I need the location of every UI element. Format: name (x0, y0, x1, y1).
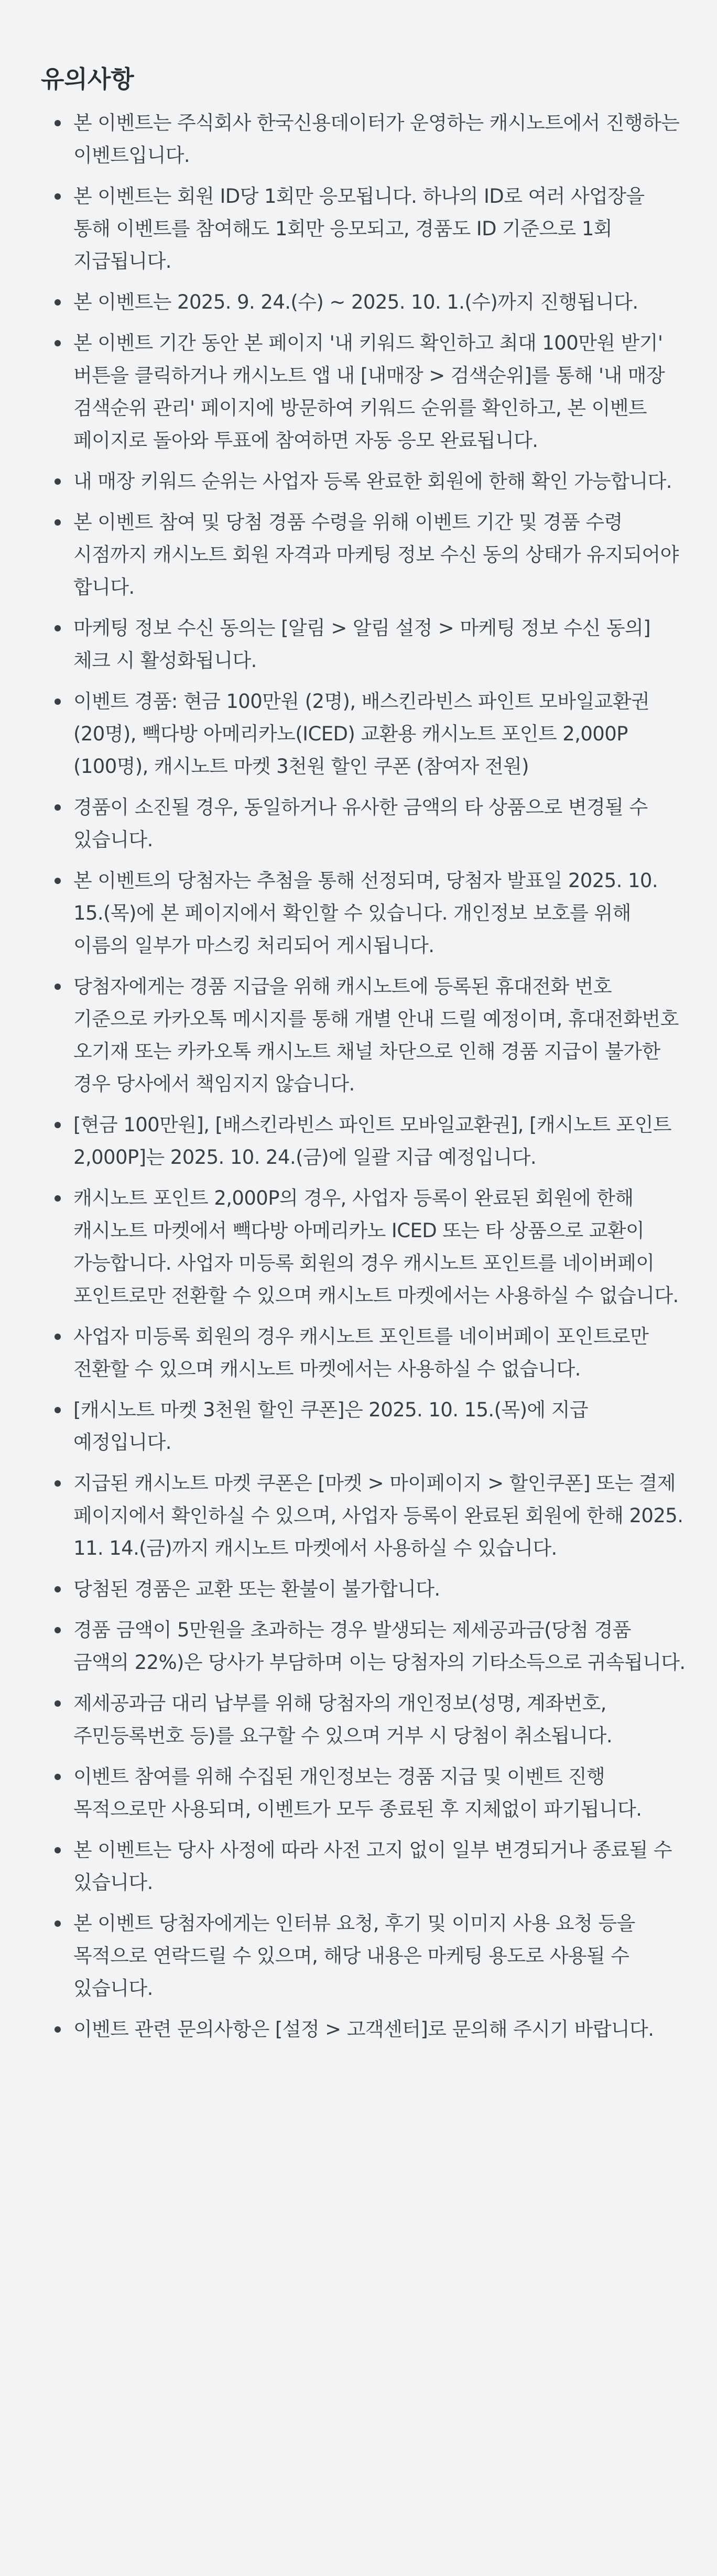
notice-title: 유의사항 (41, 65, 134, 93)
bullet-icon (55, 984, 61, 990)
notice-item (41, 1109, 686, 1174)
notice-item (41, 1573, 686, 1606)
bullet-icon (55, 2026, 61, 2033)
notice-list (41, 107, 686, 2046)
bullet-icon (55, 1700, 61, 1707)
bullet-icon (55, 1480, 61, 1487)
notice-item (41, 1467, 686, 1565)
notice-item (41, 1834, 686, 1899)
notice-item-text: 내 매장 키워드 순위는 사업자 등록 완료한 회원에 한해 확인 가능합니다. (73, 470, 672, 493)
notice-item (41, 1907, 686, 2005)
notice-item (41, 327, 686, 457)
notice-item (41, 506, 686, 604)
notice-item-text: 본 이벤트는 주식회사 한국신용데이터가 운영하는 캐시노트에서 진행하는 이벤트입니다. (73, 111, 680, 167)
notice-item-text: [캐시노트 마켓 3천원 할인 쿠폰]은 2025. 10. 15.(목)에 지급 예정입니다. (73, 1398, 588, 1454)
notice-item (41, 1320, 686, 1385)
notice-item (41, 970, 686, 1100)
notice-item-text: 본 이벤트의 당첨자는 추첨을 통해 선정되며, 당첨자 발표일 2025. 10. 15.(목)에 본 페이지에서 확인할 수 있습니다. 개인정보 보호를 위해 이름의 일부가 마스킹 처리되어 게시됩니다. (73, 869, 658, 957)
notice-item-text: 이벤트 경품: 현금 100만원 (2명), 배스킨라빈스 파인트 모바일교환권(20명), 빽다방 아메리카노(ICED) 교환용 캐시노트 포인트 2,000P (100명), 캐시노트 마켓 3천원 할인 쿠폰 (참여자 전원) (73, 690, 650, 778)
bullet-icon (55, 625, 61, 631)
notice-item-text: 제세공과금 대리 납부를 위해 당첨자의 개인정보(성명, 계좌번호, 주민등록번호 등)를 요구할 수 있으며 거부 시 당첨이 취소됩니다. (73, 1691, 612, 1747)
notice-item (41, 1394, 686, 1459)
notice-item-text: 사업자 미등록 회원의 경우 캐시노트 포인트를 네이버페이 포인트로만 전환할 수 있으며 캐시노트 마켓에서는 사용하실 수 없습니다. (73, 1325, 649, 1380)
notice-item-text: 경품이 소진될 경우, 동일하거나 유사한 금액의 타 상품으로 변경될 수 있습니다. (73, 795, 648, 851)
notice-item (41, 465, 686, 498)
notice-item (41, 1687, 686, 1752)
bullet-icon (55, 1586, 61, 1592)
notice-item-text: 본 이벤트는 당사 사정에 따라 사전 고지 없이 일부 변경되거나 종료될 수 있습니다. (73, 1838, 672, 1894)
bullet-icon (55, 804, 61, 811)
notice-item (41, 791, 686, 856)
notice-item (41, 865, 686, 962)
bullet-icon (55, 878, 61, 884)
bullet-icon (55, 1122, 61, 1128)
notice-item-text: 당첨자에게는 경품 지급을 위해 캐시노트에 등록된 휴대전화 번호 기준으로 카카오톡 메시지를 통해 개별 안내 드릴 예정이며, 휴대전화번호 오기재 또는 카카오톡 캐시노트 채널 차단으로 인해 경품 지급이 불가한 경우 당사에서 책임지지 않습니다. (73, 975, 679, 1095)
notice-item-text: 지급된 캐시노트 마켓 쿠폰은 [마켓 > 마이페이지 > 할인쿠폰] 또는 결제 페이지에서 확인하실 수 있으며, 사업자 등록이 완료된 회원에 한해 2025. 11. 14.(금)까지 캐시노트 마켓에서 사용하실 수 있습니다. (73, 1471, 683, 1559)
notice-item-text: 본 이벤트 당첨자에게는 인터뷰 요청, 후기 및 이미지 사용 요청 등을 목적으로 연락드릴 수 있으며, 해당 내용은 마케팅 용도로 사용될 수 있습니다. (73, 1912, 635, 2000)
notice-item-text: 당첨된 경품은 교환 또는 환불이 불가합니다. (73, 1577, 440, 1600)
bullet-icon (55, 120, 61, 126)
notice-item (41, 612, 686, 677)
notice-item-text: 마케팅 정보 수신 동의는 [알림 > 알림 설정 > 마케팅 정보 수신 동의] 체크 시 활성화됩니다. (73, 616, 650, 672)
bullet-icon (55, 1847, 61, 1853)
notice-item (41, 1761, 686, 1826)
bullet-icon (55, 299, 61, 305)
bullet-icon (55, 1774, 61, 1780)
bullet-icon (55, 340, 61, 346)
notice-item-text: 이벤트 참여를 위해 수집된 개인정보는 경품 지급 및 이벤트 진행 목적으로만 사용되며, 이벤트가 모두 종료된 후 지체없이 파기됩니다. (73, 1765, 642, 1820)
notice-item (41, 1614, 686, 1679)
notice-item (41, 1182, 686, 1312)
notice-item (41, 685, 686, 783)
notice-item-text: [현금 100만원], [배스킨라빈스 파인트 모바일교환권], [캐시노트 포인트 2,000P]는 2025. 10. 24.(금)에 일괄 지급 예정입니다. (73, 1113, 671, 1169)
bullet-icon (55, 1920, 61, 1927)
notice-item-text: 이벤트 관련 문의사항은 [설정 > 고객센터]로 문의해 주시기 바랍니다. (73, 2017, 654, 2040)
bullet-icon (55, 698, 61, 705)
notice-item (41, 107, 686, 172)
notice-item-text: 캐시노트 포인트 2,000P의 경우, 사업자 등록이 완료된 회원에 한해 캐시노트 마켓에서 빽다방 아메리카노 ICED 또는 타 상품으로 교환이 가능합니다. 사업자 미등록 회원의 경우 캐시노트 포인트를 네이버페이 포인트로만 전환할 수 있으며 캐시노트 마켓에서는 사용하실 수 없습니다. (73, 1186, 679, 1307)
bullet-icon (55, 478, 61, 485)
bullet-icon (55, 1334, 61, 1340)
bullet-icon (55, 1195, 61, 1202)
notice-item (41, 2013, 686, 2046)
notice-item (41, 180, 686, 278)
notice-item-text: 경품 금액이 5만원을 초과하는 경우 발생되는 제세공과금(당첨 경품 금액의 22%)은 당사가 부담하며 이는 당첨자의 기타소득으로 귀속됩니다. (73, 1618, 686, 1674)
bullet-icon (55, 1627, 61, 1633)
bullet-icon (55, 1407, 61, 1413)
notice-item-text: 본 이벤트는 회원 ID당 1회만 응모됩니다. 하나의 ID로 여러 사업장을 통해 이벤트를 참여해도 1회만 응모되고, 경품도 ID 기준으로 1회 지급됩니다. (73, 184, 645, 272)
notice-item (41, 286, 686, 319)
notice-item-text: 본 이벤트는 2025. 9. 24.(수) ~ 2025. 10. 1.(수)까지 진행됩니다. (73, 290, 638, 313)
bullet-icon (55, 193, 61, 200)
bullet-icon (55, 519, 61, 526)
notice-item-text: 본 이벤트 참여 및 당첨 경품 수령을 위해 이벤트 기간 및 경품 수령 시점까지 캐시노트 회원 자격과 마케팅 정보 수신 동의 상태가 유지되어야 합니다. (73, 510, 679, 598)
notice-item-text: 본 이벤트 기간 동안 본 페이지 '내 키워드 확인하고 최대 100만원 받기' 버튼을 클릭하거나 캐시노트 앱 내 [내매장 > 검색순위]를 통해 '내 매장 검색순위 관리' 페이지에 방문하여 키워드 순위를 확인하고, 본 이벤트 페이지로 돌아와 투표에 참여하면 자동 응모 완료됩니다. (73, 331, 665, 452)
